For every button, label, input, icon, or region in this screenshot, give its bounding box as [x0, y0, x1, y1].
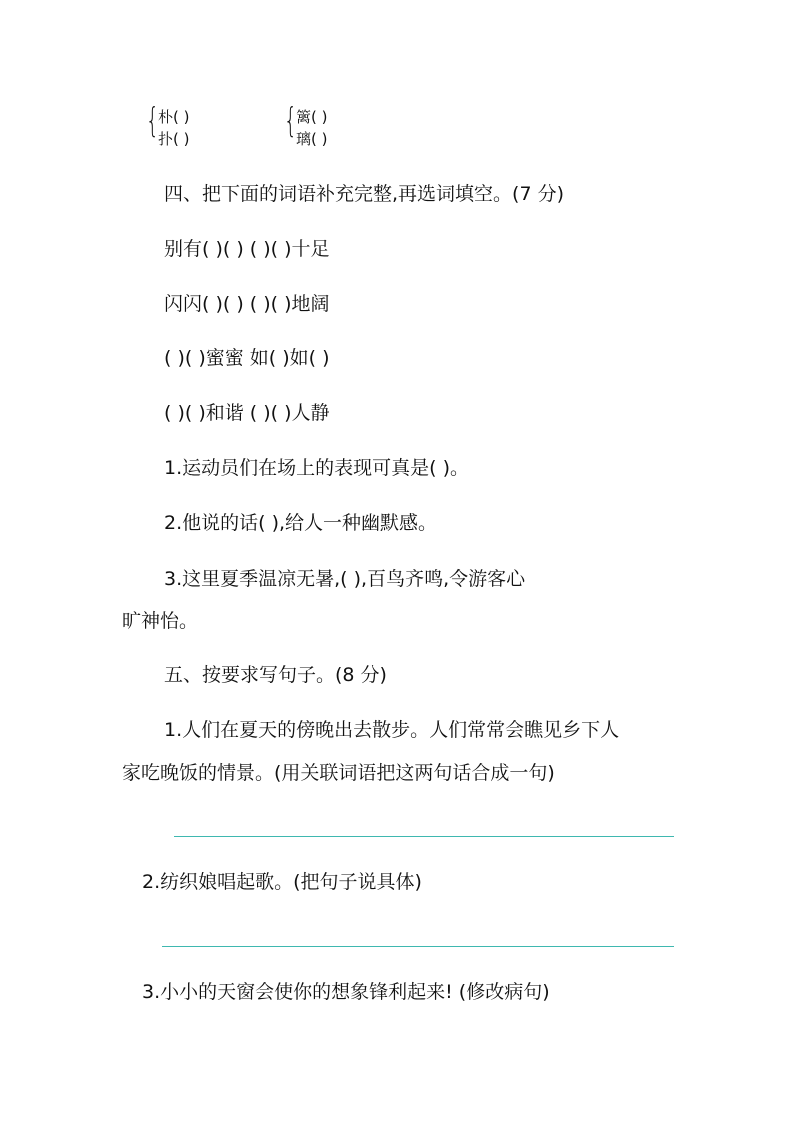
question-1-line1: 1.人们在夏天的傍晚出去散步。人们常常会瞧见乡下人 [164, 719, 620, 741]
question-2: 2.纺织娘唱起歌。(把句子说具体) [142, 871, 422, 893]
section5-heading: 五、按要求写句子。(8 分) [164, 664, 387, 686]
char-pair-1-row2: 扑( ) [158, 130, 190, 148]
char-pair-2-row2: 璃( ) [296, 130, 328, 148]
brace-right: { [284, 101, 297, 141]
char-pair-1-row1: 朴( ) [158, 108, 190, 126]
answer-line-1[interactable] [174, 836, 674, 837]
char-pair-2-row1: 篱( ) [296, 108, 328, 126]
section4-heading: 四、把下面的词语补充完整,再选词填空。(7 分) [164, 183, 564, 205]
brace-left: { [146, 101, 159, 141]
idiom-row-1: 别有( )( ) ( )( )十足 [164, 238, 330, 260]
question-3: 3.小小的天窗会使你的想象锋利起来! (修改病句) [142, 981, 550, 1003]
question-1-line2: 家吃晚饭的情景。(用关联词语把这两句话合成一句) [122, 762, 555, 784]
fill-sentence-2: 2.他说的话( ),给人一种幽默感。 [164, 512, 438, 534]
idiom-row-3: ( )( )蜜蜜 如( )如( ) [164, 347, 330, 369]
fill-sentence-1: 1.运动员们在场上的表现可真是( )。 [164, 457, 469, 479]
fill-sentence-3: 3.这里夏季温凉无暑,( ),百鸟齐鸣,令游客心 [164, 568, 526, 590]
fill-sentence-3-cont: 旷神怡。 [122, 610, 199, 632]
idiom-row-2: 闪闪( )( ) ( )( )地阔 [164, 293, 330, 315]
answer-line-2[interactable] [162, 946, 674, 947]
idiom-row-4: ( )( )和谐 ( )( )人静 [164, 402, 330, 424]
